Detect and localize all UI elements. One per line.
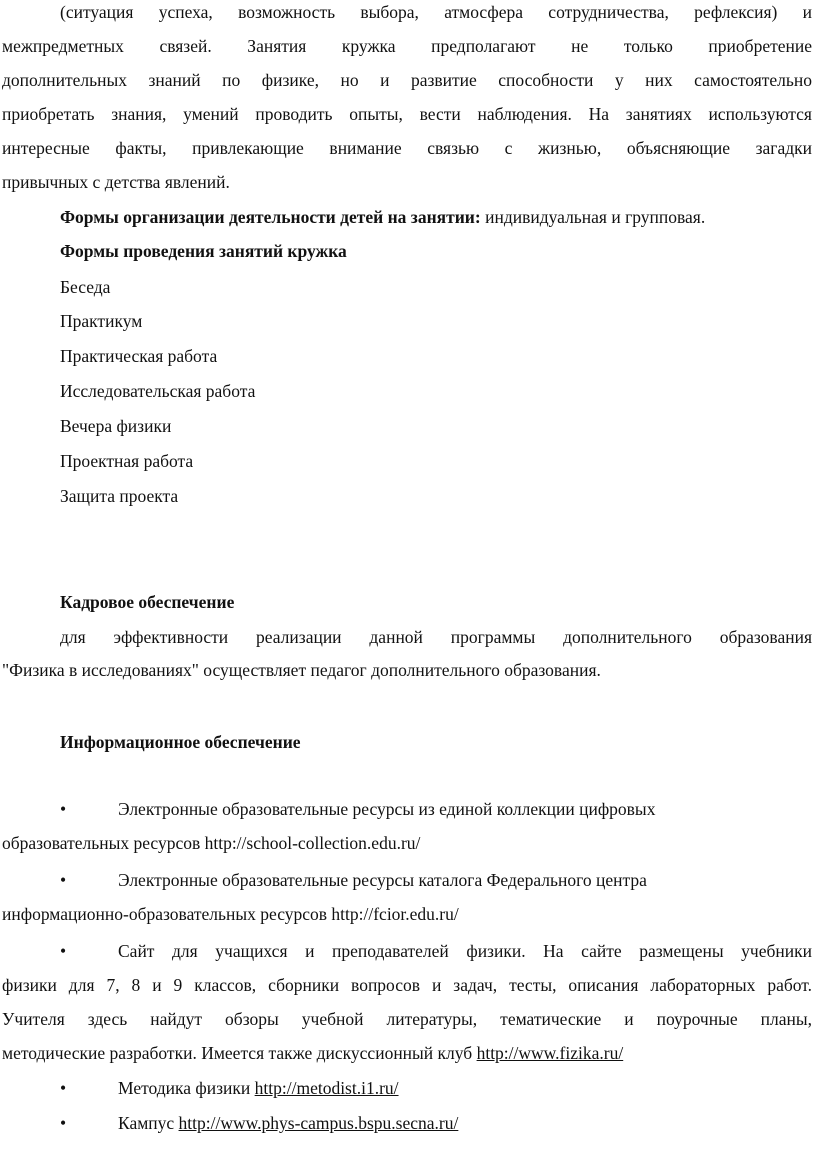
forms-heading: Формы проведения занятий кружка: [60, 241, 347, 261]
bullet-text: методические разработки. Имеется также дискуссионный клуб: [2, 1043, 477, 1063]
list-item: Исследовательская работа: [60, 381, 256, 401]
staff-heading: Кадровое обеспечение: [60, 592, 235, 612]
staff-line: для эффективности реализации данной программы дополнительного образования: [60, 627, 812, 647]
forms-organization-label: Формы организации деятельности детей на занятии:: [60, 207, 481, 227]
bullet-icon: •: [60, 870, 67, 890]
list-item: Практикум: [60, 311, 143, 331]
staff-line: "Физика в исследованиях" осуществляет педагог дополнительного образования.: [2, 660, 601, 680]
forms-organization-value: индивидуальная и групповая.: [480, 207, 706, 227]
list-item: Проектная работа: [60, 451, 194, 471]
paragraph-line: (ситуация успеха, возможность выбора, атмосфера сотрудничества, рефлексия) и: [60, 2, 812, 22]
forms-organization: [60, 206, 812, 228]
paragraph-line: привычных с детства явлений.: [2, 172, 230, 192]
list-item: Практическая работа: [60, 346, 218, 366]
bullet-icon: •: [60, 1078, 67, 1098]
paragraph-line: интересные факты, привлекающие внимание связью с жизнью, объясняющие загадки: [2, 138, 812, 158]
paragraph-line: межпредметных связей. Занятия кружка предполагают не только приобретение: [2, 36, 812, 56]
paragraph-line: дополнительных знаний по физике, но и развитие способности у них самостоятельно: [2, 70, 812, 90]
bullet-icon: •: [60, 941, 67, 961]
bullet-label: Кампус: [118, 1113, 179, 1133]
phys-campus-link[interactable]: http://www.phys-campus.bspu.secna.ru/: [178, 1113, 459, 1133]
list-item: Вечера физики: [60, 416, 172, 436]
list-item: Беседа: [60, 277, 111, 297]
list-item: Защита проекта: [60, 486, 179, 506]
paragraph-line: приобретать знания, умений проводить опыты, вести наблюдения. На занятиях используются: [2, 104, 812, 124]
bullet-text: Сайт для учащихся и преподавателей физики. На сайте размещены учебники: [118, 941, 812, 961]
bullet-text: [118, 1112, 812, 1134]
bullet-continuation: образовательных ресурсов http://school-collection.edu.ru/: [2, 833, 421, 853]
bullet-continuation: физики для 7, 8 и 9 классов, сборники вопросов и задач, тесты, описания лабораторных работ.: [2, 975, 812, 995]
bullet-text: Электронные образовательные ресурсы каталога Федерального центра: [118, 870, 647, 890]
bullet-label: Методика физики: [118, 1078, 255, 1098]
bullet-continuation: [2, 1042, 812, 1064]
info-heading: Информационное обеспечение: [60, 732, 301, 752]
bullet-text: [118, 1077, 812, 1099]
metodist-link[interactable]: http://metodist.i1.ru/: [254, 1078, 399, 1098]
bullet-icon: •: [60, 1113, 67, 1133]
bullet-continuation: Учителя здесь найдут обзоры учебной литературы, тематические и поурочные планы,: [2, 1009, 812, 1029]
bullet-continuation: информационно-образовательных ресурсов http://fcior.edu.ru/: [2, 904, 459, 924]
fizika-link[interactable]: http://www.fizika.ru/: [476, 1043, 624, 1063]
bullet-icon: •: [60, 799, 67, 819]
bullet-text: Электронные образовательные ресурсы из единой коллекции цифровых: [118, 799, 656, 819]
